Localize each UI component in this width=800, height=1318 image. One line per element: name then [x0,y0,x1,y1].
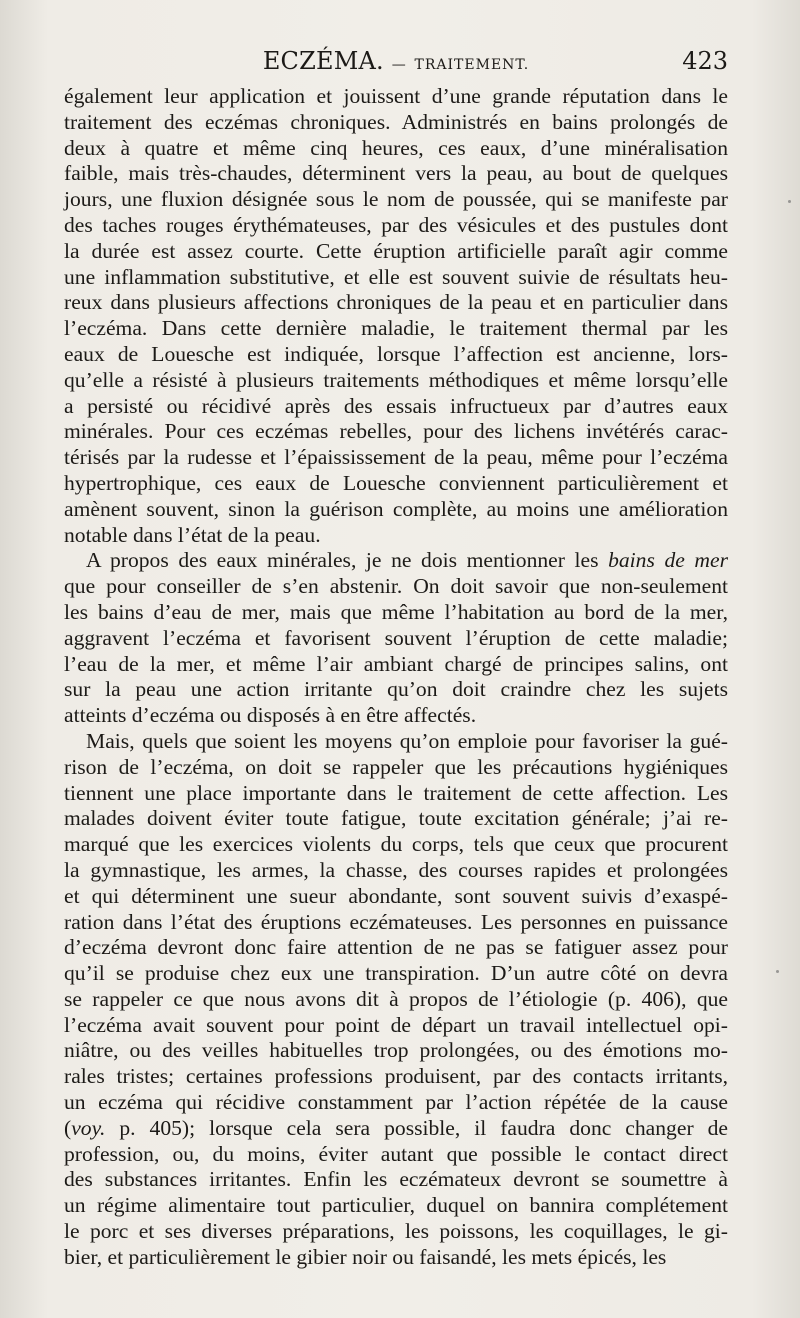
italic-text: voy. [71,1115,106,1140]
text-line: la gymnastique, les armes, la chasse, des courses rapides et prolongées [64,857,728,882]
text-line: d’eczéma devront donc faire attention de ne pas se fatiguer assez pour [64,935,728,960]
text-line: aggravent l’eczéma et favorisent souvent l’éruption de cette maladie; [64,625,728,650]
text-line: la durée est assez courte. Cette éruption artificielle paraît agir comme [64,238,728,263]
text-line: malades doivent éviter toute fatigue, toute excitation générale; j’ai re- [64,806,728,831]
text-line: traitement des eczémas chroniques. Administrés en bains prolongés de [64,109,728,134]
page-number: 423 [682,47,728,75]
paper-speck [776,970,779,973]
paragraph [64,548,728,729]
text-line: bier, et particulièrement le gibier noir ou faisandé, les mets épicés, les [64,1244,667,1269]
text-line: marqué que les exercices violents du corps, tels que ceux que procurent [64,832,728,857]
text-line: rales tristes; certaines professions produisent, par des contacts irritants, [64,1064,728,1089]
paper-speck [788,200,791,203]
text-line: notable dans l’état de la peau. [64,522,321,547]
text-line: minérales. Pour ces eczémas rebelles, pour des lichens invétérés carac- [64,419,728,444]
text-line: qu’il se produise chez eux une transpiration. D’un autre côté on devra [64,961,728,986]
header-separator: — [391,57,407,73]
text-line: profession, ou, du moins, éviter autant que possible le contact direct [64,1141,728,1166]
paragraph [64,84,728,548]
text-line: rison de l’eczéma, on doit se rappeler que les précautions hygiéniques [64,754,728,779]
text-line: ration dans l’état des éruptions eczémateuses. Les personnes en puissance [64,909,728,934]
text-line: (voy. p. 405); lorsque cela sera possible, il faudra donc changer de [64,1115,728,1140]
text-line: le porc et ses diverses préparations, les poissons, les coquillages, le gi- [64,1219,728,1244]
text-line: se rappeler ce que nous avons dit à propos de l’étiologie (p. 406), que [64,986,728,1011]
text-line: une inflammation substitutive, et elle est souvent suivie de résultats heu- [64,264,728,289]
text-line: l’eczéma avait souvent pour point de départ un travail intellectuel opi- [64,1012,728,1037]
text-line: térisés par la rudesse et l’épaississement de la peau, même pour l’eczéma [64,445,728,470]
text-line: niâtre, ou des veilles habituelles trop prolongées, ou des émotions mo- [64,1038,728,1063]
text-line: tiennent une place importante dans le traitement de cette affection. Les [64,780,728,805]
body-text [64,84,728,1271]
italic-text: bains de mer [608,548,728,573]
text-line: amènent souvent, sinon la guérison complète, au moins une amélioration [64,496,728,521]
text-line: deux à quatre et même cinq heures, ces eaux, d’une minéralisation [64,135,728,160]
text-line: hypertrophique, ces eaux de Louesche conviennent particulièrement et [64,470,728,495]
text-line: qu’elle a résisté à plusieurs traitements méthodiques et même lorsqu’elle [64,367,728,392]
text-line: également leur application et jouissent d’une grande réputation dans le [64,84,728,108]
header-subtitle: TRAITEMENT. [414,57,530,73]
text-line: des taches rouges érythémateuses, par des vésicules et des pustules dont [64,212,728,237]
text-line: des substances irritantes. Enfin les eczémateux devront se soumettre à [64,1167,728,1192]
text-line: que pour conseiller de s’en abstenir. On doit savoir que non-seulement [64,574,728,599]
header-title: ECZÉMA. [262,47,384,75]
header-title-group [64,44,728,82]
text-line: Mais, quels que soient les moyens qu’on emploie pour favoriser la gué- [86,728,728,753]
text-line: A propos des eaux minérales, je ne dois mentionner les bains de mer [86,548,728,573]
text-line: et qui déterminent une sueur abondante, sont souvent suivis d’exaspé- [64,883,728,908]
text-line: l’eau de la mer, et même l’air ambiant chargé de principes salins, ont [64,651,728,676]
running-header [64,44,728,78]
text-line: jours, une fluxion désignée sous le nom de poussée, qui se manifeste par [64,187,728,212]
text-line: faible, mais très-chaudes, déterminent vers la peau, au bout de quelques [64,161,728,186]
paragraph [64,729,728,1271]
text-line: l’eczéma. Dans cette dernière maladie, le traitement thermal par les [64,316,728,341]
text-line: a persisté ou récidivé après des essais infructueux par d’autres eaux [64,393,728,418]
text-line: atteints d’eczéma ou disposés à en être affectés. [64,703,477,728]
text-line: sur la peau une action irritante qu’on doit craindre chez les sujets [64,677,728,702]
text-line: eaux de Louesche est indiquée, lorsque l’affection est ancienne, lors- [64,341,728,366]
text-line: les bains d’eau de mer, mais que même l’habitation au bord de la mer, [64,599,728,624]
text-line: un régime alimentaire tout particulier, duquel on bannira complétement [64,1193,728,1218]
text-line: reux dans plusieurs affections chroniques de la peau et en particulier dans [64,290,728,315]
text-line: un eczéma qui récidive constamment par l’action répétée de la cause [64,1090,728,1115]
